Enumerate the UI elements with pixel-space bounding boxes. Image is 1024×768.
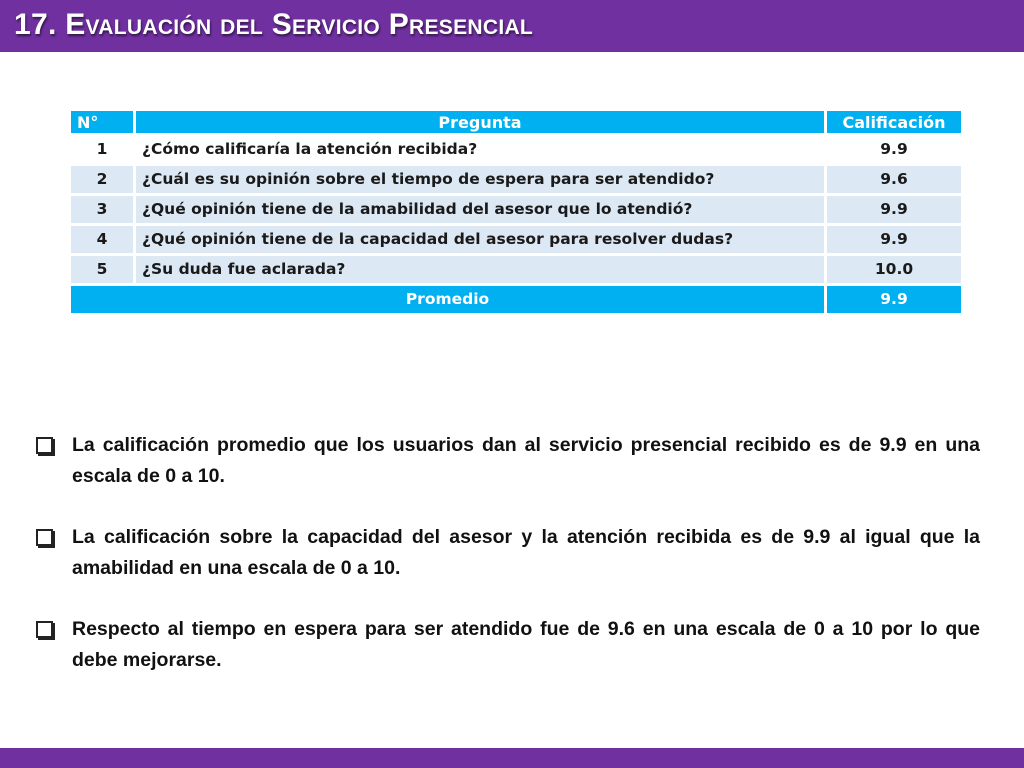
row-question: ¿Cómo calificaría la atención recibida? xyxy=(136,136,824,163)
bottom-bar xyxy=(0,748,1024,768)
title-bar xyxy=(0,0,1024,52)
checkbox-bullet-icon xyxy=(36,437,53,454)
average-row xyxy=(71,286,961,313)
row-number: 1 xyxy=(71,136,133,163)
row-question: ¿Qué opinión tiene de la capacidad del asesor para resolver dudas? xyxy=(136,226,824,253)
row-number: 4 xyxy=(71,226,133,253)
row-number: 5 xyxy=(71,256,133,283)
list-item xyxy=(36,430,980,492)
table-row xyxy=(71,136,961,163)
list-item-text: La calificación promedio que los usuarios dan al servicio presencial recibido es de 9.9 en una escala de 0 a 10. xyxy=(72,434,980,487)
table-row xyxy=(71,166,961,193)
table-header-row xyxy=(71,111,961,133)
list-item xyxy=(36,522,980,584)
row-question: ¿Qué opinión tiene de la amabilidad del asesor que lo atendió? xyxy=(136,196,824,223)
row-score: 9.6 xyxy=(827,166,961,193)
row-number: 3 xyxy=(71,196,133,223)
checkbox-bullet-icon xyxy=(36,621,53,638)
table-row xyxy=(71,256,961,283)
findings-list xyxy=(36,430,980,706)
row-score: 9.9 xyxy=(827,196,961,223)
row-score: 9.9 xyxy=(827,226,961,253)
table-row xyxy=(71,196,961,223)
list-item-text: Respecto al tiempo en espera para ser atendido fue de 9.6 en una escala de 0 a 10 por lo que debe mejorarse. xyxy=(72,618,980,671)
header-score: Calificación xyxy=(827,111,961,133)
checkbox-bullet-icon xyxy=(36,529,53,546)
list-item xyxy=(36,614,980,676)
row-score: 10.0 xyxy=(827,256,961,283)
header-question: Pregunta xyxy=(136,111,824,133)
average-label: Promedio xyxy=(71,286,824,313)
row-question: ¿Cuál es su opinión sobre el tiempo de espera para ser atendido? xyxy=(136,166,824,193)
row-question: ¿Su duda fue aclarada? xyxy=(136,256,824,283)
header-number: N° xyxy=(71,111,133,133)
list-item-text: La calificación sobre la capacidad del asesor y la atención recibida es de 9.9 al igual que la amabilidad en una escala de 0 a 10. xyxy=(72,526,980,579)
evaluation-table xyxy=(68,108,964,316)
row-number: 2 xyxy=(71,166,133,193)
table-row xyxy=(71,226,961,253)
row-score: 9.9 xyxy=(827,136,961,163)
average-score: 9.9 xyxy=(827,286,961,313)
slide-title: 17. Evaluación del Servicio Presencial xyxy=(14,8,534,41)
